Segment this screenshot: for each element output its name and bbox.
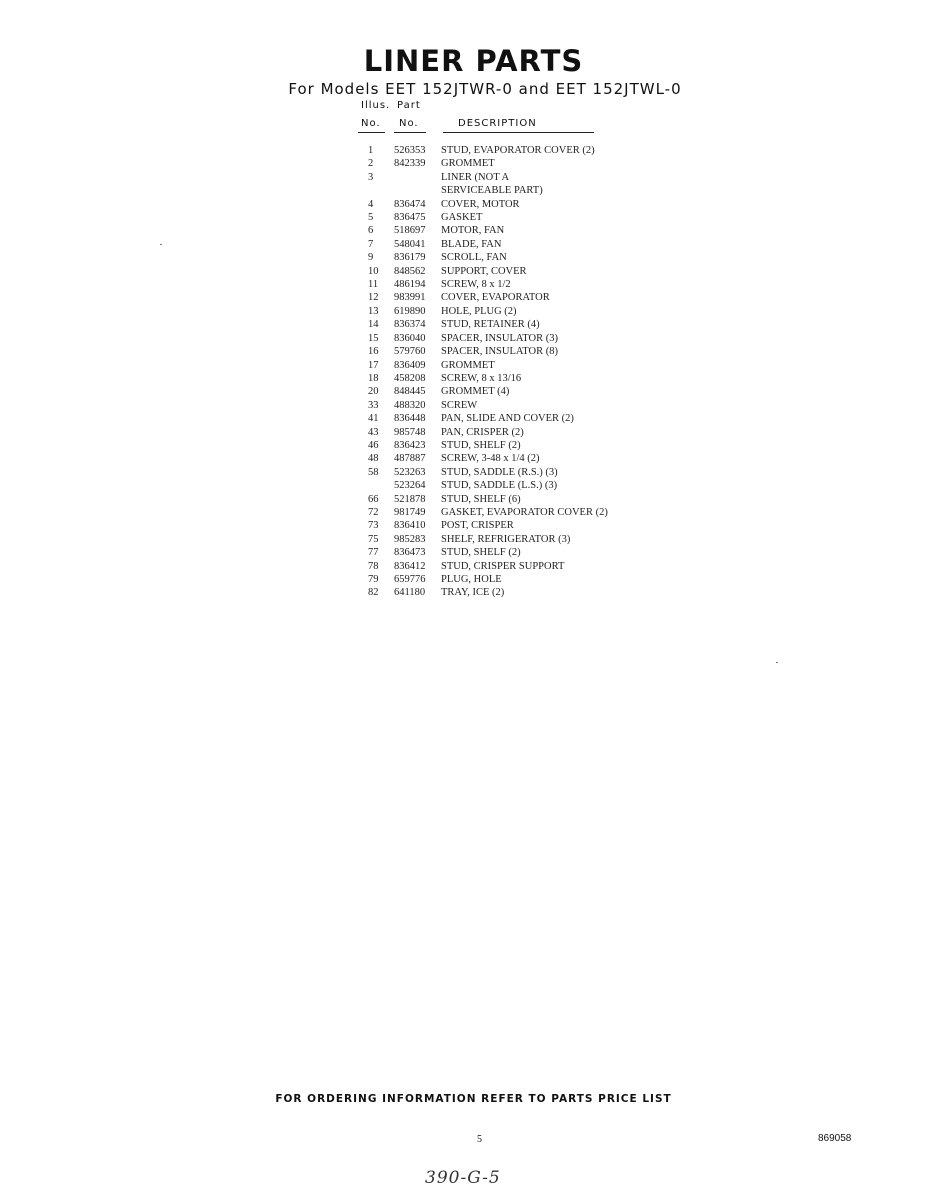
part-row [360, 586, 608, 599]
illus-number: 79 [368, 574, 379, 585]
header-illus: Illus. [361, 100, 391, 111]
part-row [360, 211, 608, 224]
part-number: 487887 [394, 453, 426, 465]
scan-speck [776, 662, 778, 663]
part-number: 548041 [394, 238, 426, 250]
part-row [360, 573, 608, 586]
illus-number: 10 [368, 265, 379, 277]
part-number: 836179 [394, 252, 426, 264]
part-row [360, 493, 608, 506]
header-part: Part [397, 100, 421, 111]
part-description: SCREW, 8 x 1/2 [441, 279, 511, 291]
part-number: 836409 [394, 359, 426, 371]
illus-number: 15 [368, 332, 379, 344]
illus-number: 78 [368, 560, 379, 572]
part-description: SHELF, REFRIGERATOR (3) [441, 533, 571, 545]
part-number [394, 171, 441, 184]
part-description: POST, CRISPER [441, 520, 514, 532]
part-description: BLADE, FAN [441, 238, 502, 250]
part-number: 579760 [394, 346, 426, 358]
illus-number: 5 [368, 212, 374, 224]
header-rule-description [443, 132, 594, 133]
part-number: 836423 [394, 439, 426, 451]
part-description: MOTOR, FAN [441, 225, 505, 237]
part-description: STUD, SHELF (2) [441, 547, 521, 559]
part-row [360, 171, 608, 184]
part-row [360, 305, 608, 318]
illus-number: 7 [368, 238, 374, 250]
illus-number: 58 [368, 466, 379, 478]
part-number: 981749 [394, 506, 426, 518]
part-number: 836410 [394, 520, 426, 532]
part-number: 842339 [394, 158, 426, 170]
part-description: SERVICEABLE PART) [441, 185, 543, 197]
illus-number: 73 [368, 520, 379, 532]
part-number: 836412 [394, 560, 426, 572]
illus-number: 48 [368, 453, 379, 465]
illus-number: 20 [368, 386, 379, 398]
part-number: 848562 [394, 265, 426, 277]
part-row [360, 439, 608, 452]
part-row [360, 466, 608, 479]
illus-number: 17 [368, 359, 379, 371]
part-row [360, 332, 608, 345]
part-number: 521878 [394, 493, 426, 505]
scan-speck [160, 244, 162, 245]
part-row [360, 265, 608, 278]
part-number: 983991 [394, 292, 426, 304]
part-description: STUD, SADDLE (L.S.) (3) [441, 480, 558, 492]
illus-number: 66 [368, 493, 379, 505]
part-row [360, 291, 608, 304]
part-number: 836474 [394, 198, 426, 210]
part-number: 486194 [394, 279, 426, 291]
illus-number: 82 [368, 587, 379, 599]
part-number: 836448 [394, 413, 426, 425]
parts-list [360, 144, 608, 600]
page-number: 5 [477, 1134, 482, 1145]
part-number: 518697 [394, 225, 426, 237]
part-number: 619890 [394, 305, 426, 317]
part-number: 985283 [394, 533, 426, 545]
part-description: PAN, CRISPER (2) [441, 426, 524, 438]
illus-number: 14 [368, 319, 379, 331]
part-number: 836040 [394, 332, 426, 344]
part-number: 488320 [394, 399, 426, 411]
header-illus-no: No. [361, 118, 381, 129]
part-description: HOLE, PLUG (2) [441, 305, 517, 317]
part-row [360, 533, 608, 546]
part-row [360, 519, 608, 532]
part-description: GASKET, EVAPORATOR COVER (2) [441, 506, 608, 518]
part-row [360, 426, 608, 439]
part-description: STUD, SADDLE (R.S.) (3) [441, 466, 558, 478]
header-rule-part [394, 132, 426, 133]
part-number: 523264 [394, 480, 426, 492]
part-description: LINER (NOT A [441, 171, 510, 183]
illus-number: 33 [368, 399, 379, 411]
illus-number [360, 184, 394, 197]
part-description: SPACER, INSULATOR (3) [441, 332, 558, 344]
illus-number: 6 [368, 225, 374, 237]
illus-number: 13 [368, 305, 379, 317]
part-number [394, 184, 441, 197]
part-number: 526353 [394, 145, 426, 156]
part-row [360, 157, 608, 170]
part-number: 848445 [394, 386, 426, 398]
part-row [360, 506, 608, 519]
illus-number: 16 [368, 346, 379, 358]
header-rule-illus [358, 132, 385, 133]
part-description: SCROLL, FAN [441, 252, 507, 264]
part-number: 458208 [394, 372, 426, 384]
part-row [360, 399, 608, 412]
part-row [360, 412, 608, 425]
illus-number: 43 [368, 426, 379, 438]
page-title: LINER PARTS [363, 44, 584, 78]
part-number: 659776 [394, 574, 426, 585]
part-row [360, 144, 608, 157]
illus-number: 72 [368, 506, 379, 518]
part-description: STUD, SHELF (6) [441, 493, 521, 505]
document-code: 869058 [818, 1133, 852, 1144]
models-subtitle: For Models EET 152JTWR-0 and EET 152JTWL-0 [288, 80, 682, 98]
part-description: SCREW, 3-48 x 1/4 (2) [441, 453, 540, 465]
part-description: SUPPORT, COVER [441, 265, 527, 277]
part-description: STUD, RETAINER (4) [441, 319, 540, 331]
illus-number: 41 [368, 413, 379, 425]
part-description: SCREW [441, 399, 478, 411]
part-description: SPACER, INSULATOR (8) [441, 346, 558, 358]
part-description: STUD, EVAPORATOR COVER (2) [441, 145, 595, 156]
part-row [360, 345, 608, 358]
part-description: SCREW, 8 x 13/16 [441, 372, 522, 384]
illus-number [360, 479, 394, 492]
part-row [360, 278, 608, 291]
part-row [360, 238, 608, 251]
part-description: COVER, EVAPORATOR [441, 292, 550, 304]
part-description: STUD, SHELF (2) [441, 439, 521, 451]
illus-number: 4 [368, 198, 374, 210]
illus-number: 18 [368, 372, 379, 384]
part-row [360, 224, 608, 237]
part-number: 836473 [394, 547, 426, 559]
part-row [360, 251, 608, 264]
part-row [360, 452, 608, 465]
part-row [360, 385, 608, 398]
part-number: 641180 [394, 587, 426, 599]
ordering-footer: FOR ORDERING INFORMATION REFER TO PARTS PRICE LIST [275, 1093, 672, 1105]
part-row [360, 546, 608, 559]
illus-number: 2 [368, 158, 374, 170]
illus-number: 1 [368, 145, 374, 156]
part-description: STUD, CRISPER SUPPORT [441, 560, 565, 572]
illus-number: 11 [368, 279, 379, 291]
handwritten-note: 390-G-5 [425, 1168, 501, 1188]
illus-number: 75 [368, 533, 379, 545]
illus-number: 3 [368, 171, 374, 183]
part-description: GROMMET (4) [441, 386, 510, 398]
part-number: 523263 [394, 466, 426, 478]
part-row [360, 372, 608, 385]
part-number: 836374 [394, 319, 426, 331]
illus-number: 77 [368, 547, 379, 559]
part-number: 836475 [394, 212, 426, 224]
header-description: DESCRIPTION [458, 118, 537, 129]
part-description: GASKET [441, 212, 483, 224]
part-row [360, 560, 608, 573]
illus-number: 46 [368, 439, 379, 451]
part-row [360, 184, 608, 197]
illus-number: 12 [368, 292, 379, 304]
header-part-no: No. [399, 118, 419, 129]
part-row [360, 359, 608, 372]
part-description: PLUG, HOLE [441, 574, 502, 585]
part-row [360, 198, 608, 211]
part-description: COVER, MOTOR [441, 198, 520, 210]
part-description: PAN, SLIDE AND COVER (2) [441, 413, 574, 425]
part-description: TRAY, ICE (2) [441, 587, 505, 599]
part-row [360, 318, 608, 331]
part-number: 985748 [394, 426, 426, 438]
part-description: GROMMET [441, 359, 495, 371]
illus-number: 9 [368, 252, 374, 264]
part-row [360, 479, 608, 492]
part-description: GROMMET [441, 158, 495, 170]
